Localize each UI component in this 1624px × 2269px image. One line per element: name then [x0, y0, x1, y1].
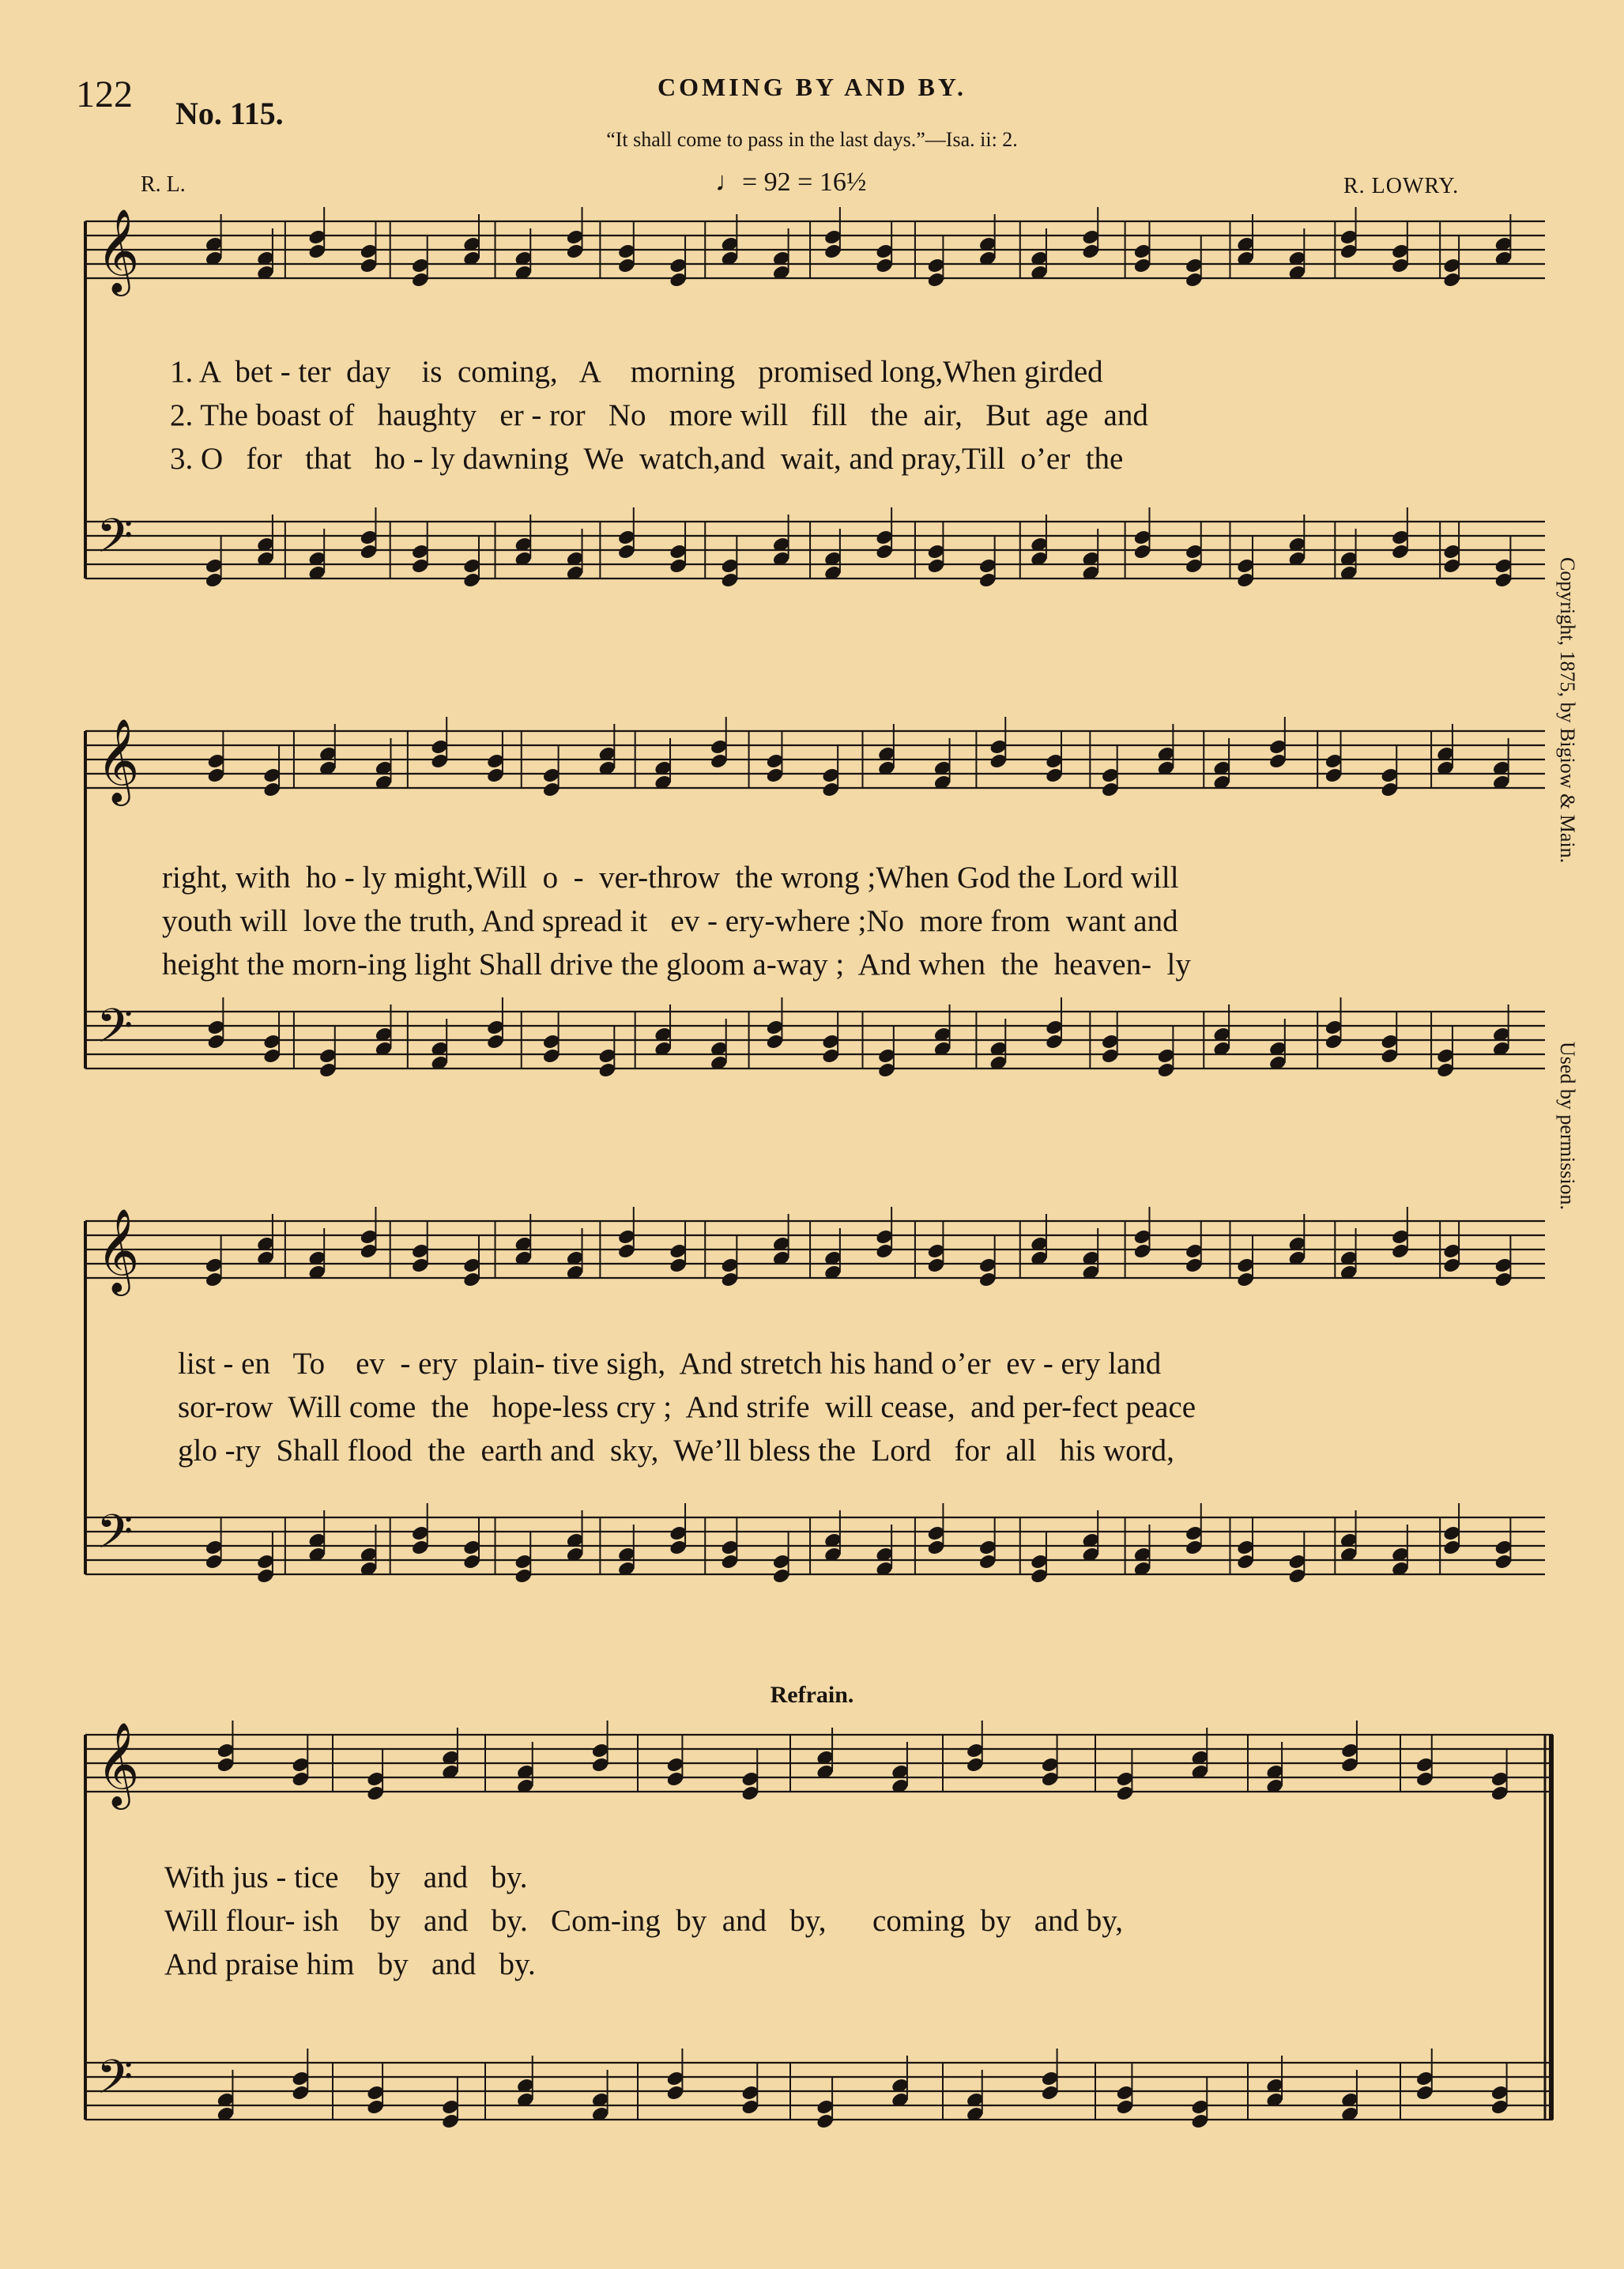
hymn-title: COMING BY AND BY. [658, 73, 966, 101]
lyric-line: right, with ho - ly might,Will o - ver-throw the wrong ;When God the Lord will [162, 861, 1179, 895]
svg-text:𝄢: 𝄢 [96, 2049, 134, 2116]
svg-text:𝄢: 𝄢 [96, 998, 134, 1065]
svg-text:𝄞: 𝄞 [96, 208, 140, 292]
lyric-line: With jus - tice by and by. [164, 1860, 528, 1894]
composer: R. LOWRY. [1343, 174, 1460, 198]
svg-text:𝄢: 𝄢 [96, 508, 134, 575]
lyric-line: sor-row Will come the hope-less cry ; And strife will cease, and per-fect peace [178, 1390, 1196, 1424]
lyric-line: And praise him by and by. [164, 1947, 536, 1981]
svg-text:𝄞: 𝄞 [96, 1721, 140, 1806]
lyric-line: 1. A bet - ter day is coming, A morning promised long,When girded [170, 355, 1103, 389]
tempo-marking: ♩= 92 = 16½ [715, 168, 867, 197]
lyric-line: glo -ry Shall flood the earth and sky, We’ll bless the Lord for all his word, [178, 1434, 1174, 1468]
lyric-line: 3. O for that ho - ly dawning We watch,and wait, and pray,Till o’er the [170, 442, 1124, 476]
lyric-line: 2. The boast of haughty er - ror No more will fill the air, But age and [170, 398, 1148, 432]
permission-note: Used by permission. [1556, 1042, 1579, 1211]
lyric-line: Will flour- ish by and by. Com-ing by and by, coming by and by, [164, 1904, 1124, 1938]
svg-text:𝄞: 𝄞 [96, 1208, 140, 1292]
copyright-note: Copyright, 1875, by Bigiow & Main. [1556, 557, 1579, 864]
refrain-heading: Refrain. [770, 1682, 854, 1708]
lyric-line: youth will love the truth, And spread it ev - ery-where ;No more from want and [162, 904, 1178, 938]
page-number: 122 [76, 73, 133, 115]
lyric-line: height the morn-ing light Shall drive the gloom a-way ; And when the heaven- ly [162, 948, 1191, 982]
scripture-reference: “It shall come to pass in the last days.”—Isa. ii: 2. [606, 128, 1018, 151]
svg-text:𝄞: 𝄞 [96, 718, 140, 802]
lyric-line: list - en To ev - ery plain- tive sigh, And stretch his hand o’er ev - ery land [178, 1347, 1162, 1381]
svg-text:𝄢: 𝄢 [96, 1504, 134, 1570]
hymn-number: No. 115. [175, 96, 284, 131]
lyricist: R. L. [141, 172, 186, 197]
